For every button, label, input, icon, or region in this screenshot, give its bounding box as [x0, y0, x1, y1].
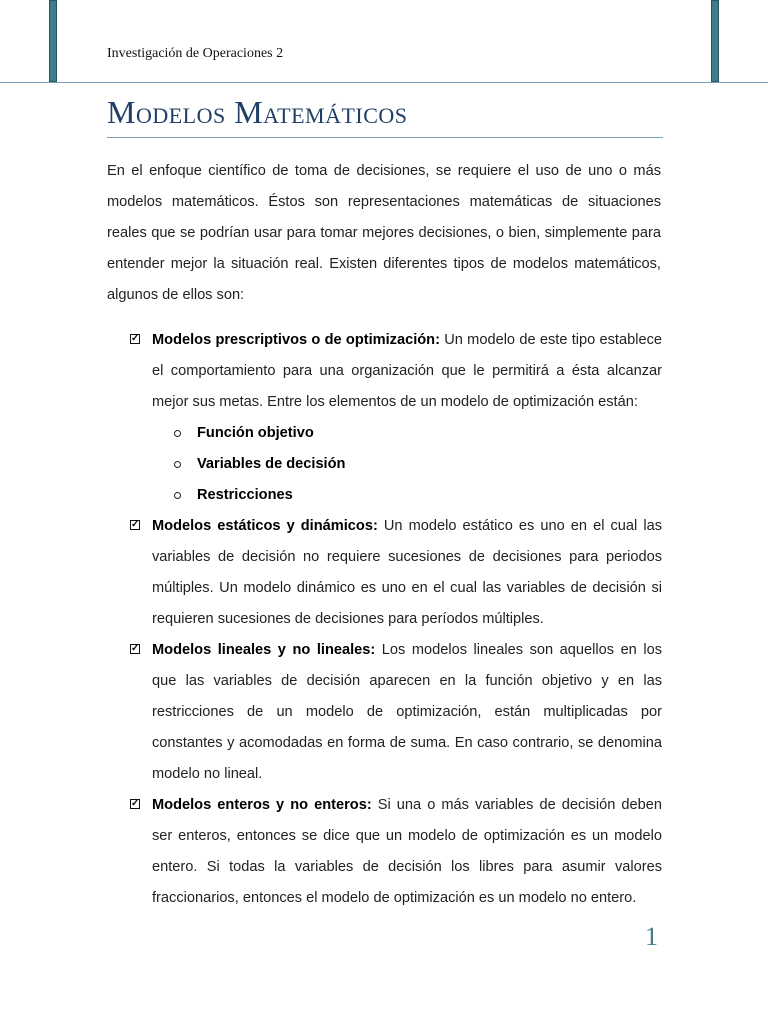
sub-item [174, 449, 662, 480]
page-border-bar-left [49, 0, 57, 82]
checkbox-icon: ✓ [131, 333, 140, 344]
item-term: Modelos estáticos y dinámicos: [152, 518, 378, 534]
sub-item-label: Restricciones [197, 487, 293, 503]
running-head: Investigación de Operaciones 2 [107, 46, 284, 61]
header-rule [0, 82, 768, 83]
page-border-bar-right [711, 0, 719, 82]
list-item-linear [128, 635, 662, 790]
sub-item-label: Variables de decisión [197, 456, 346, 472]
item-text: Un modelo de este tipo establece el comportamiento para una organización que le permitirá a ésta alcanzar mejor sus metas. Entre los elementos de un modelo de optimización están: [152, 332, 662, 410]
checkbox-icon: ✓ [131, 519, 140, 530]
item-term: Modelos lineales y no lineales: [152, 642, 376, 658]
page-title: Modelos Matemáticos [107, 94, 663, 138]
item-term: Modelos enteros y no enteros: [152, 797, 372, 813]
list-item-prescriptive [128, 325, 662, 511]
sub-item [174, 418, 662, 449]
item-text: Un modelo estático es uno en el cual las variables de decisión no requiere sucesiones de decisiones para periodos múltiples. Un modelo dinámico es uno en el cual las variables de decisión si requieren sucesiones de decisiones para períodos múltiples. [152, 518, 662, 627]
optimization-elements-list [152, 418, 662, 511]
checkbox-icon: ✓ [131, 798, 140, 809]
page-number: 1 [645, 922, 658, 951]
model-type-list [128, 325, 662, 914]
intro-paragraph: En el enfoque científico de toma de decisiones, se requiere el uso de uno o más modelos matemáticos. Éstos son representaciones matemáticas de situaciones reales que se podrían usar para tomar mejores decisiones, o bien, simplemente para entender mejor la situación real. Existen diferentes tipos de modelos matemáticos, algunos de ellos son: [107, 163, 661, 303]
sub-item [174, 480, 662, 511]
item-term: Modelos prescriptivos o de optimización: [152, 332, 440, 348]
circle-bullet-icon [174, 461, 181, 468]
checkbox-icon: ✓ [131, 643, 140, 654]
circle-bullet-icon [174, 492, 181, 499]
circle-bullet-icon [174, 430, 181, 437]
item-text: Si una o más variables de decisión deben ser enteros, entonces se dice que un modelo de optimización es un modelo entero. Si todas la variables de decisión los libres para asumir valores fraccionarios, entonces el modelo de optimización es un modelo no entero. [152, 797, 662, 906]
sub-item-label: Función objetivo [197, 425, 314, 441]
item-text: Los modelos lineales son aquellos en los que las variables de decisión aparecen en la función objetivo y en las restricciones de un modelo de optimización, están multiplicadas por constantes y acomodadas en forma de suma. En caso contrario, se denomina modelo no lineal. [152, 642, 662, 782]
list-item-integer [128, 790, 662, 914]
list-item-static-dynamic [128, 511, 662, 635]
